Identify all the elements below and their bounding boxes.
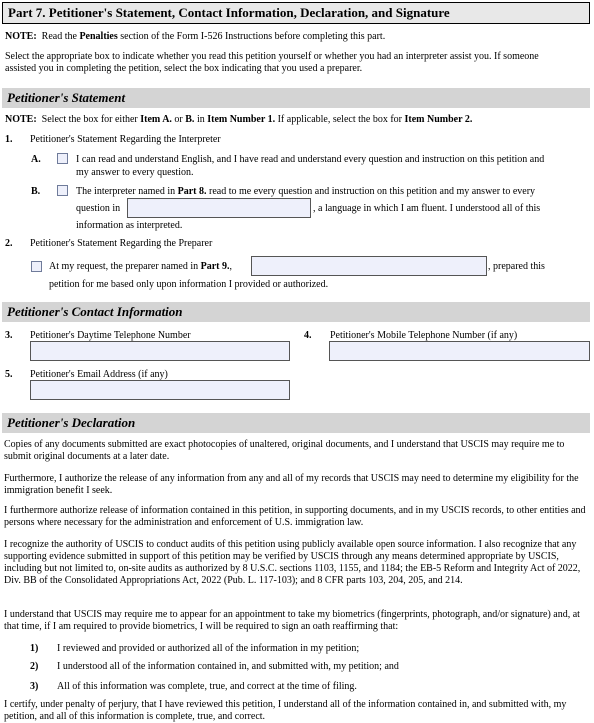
item-2-number: 2.: [5, 238, 13, 249]
preparer-line-1: [49, 261, 232, 273]
note-penalties: [5, 31, 385, 43]
preparer-name-field[interactable]: [251, 256, 487, 276]
note-text-2: section of the Form I-526 Instructions before completing this part.: [117, 31, 386, 42]
item-1-number: 1.: [5, 134, 13, 145]
oath-1-text: I reviewed and provided or authorized all of the information in my petition;: [57, 643, 360, 654]
declaration-certification: I certify, under penalty of perjury, that I have reviewed this petition, I understand all of the information contained in, and submitted with, my petition, and all of this information is complete, true, and correct.: [4, 699, 567, 722]
oath-2-text: I understood all of the information contained in, and submitted with, my petition; and: [57, 661, 399, 672]
item-4-number: 4.: [304, 330, 312, 341]
preparer-text-1: At my request, the preparer named in: [49, 261, 201, 272]
note-text-1: Read the: [41, 31, 80, 42]
statement-note-text-4: If applicable, select the box for: [275, 114, 405, 125]
statement-note-label: NOTE:: [5, 114, 37, 125]
option-b-text-2: read to me every question and instruction on this petition and my answer to every: [206, 186, 536, 197]
declaration-paragraph-5: I understand that USCIS may require me to appear for an appointment to take my biometrics (fingerprints, photograph, and/or signature) and, at that time, if I am required to provide biometrics, I will be required to sign an oath reaffirming that:: [4, 609, 580, 632]
option-a-checkbox[interactable]: [57, 153, 68, 164]
item-5-label: Petitioner's Email Address (if any): [30, 369, 168, 380]
option-b-letter: B.: [31, 186, 41, 197]
item-1-title: Petitioner's Statement Regarding the Interpreter: [30, 134, 221, 145]
statement-note-item-a: Item A.: [140, 114, 172, 125]
option-a-line-2: my answer to every question.: [76, 167, 194, 178]
item-4-label: Petitioner's Mobile Telephone Number (if any): [330, 330, 518, 341]
option-b-checkbox[interactable]: [57, 185, 68, 196]
oath-3-number: 3): [30, 681, 39, 692]
declaration-paragraph-2: Furthermore, I authorize the release of any information from any and all of my records that USCIS may need to determine my eligibility for the immigration benefit I seek.: [4, 473, 579, 496]
statement-note-text-2: or: [171, 114, 186, 125]
declaration-paragraph-3: I furthermore authorize release of information contained in this petition, in supporting documents, and in my USCIS records, to other entities and persons where necessary for the administration and enforcement of U.S. immigration law.: [4, 505, 586, 528]
option-b-language-text: , a language in which I am fluent. I understood all of this: [313, 203, 541, 214]
oath-2-number: 2): [30, 661, 39, 672]
note-penalties-bold: Penalties: [79, 31, 118, 42]
item-3-number: 3.: [5, 330, 13, 341]
oath-3-text: All of this information was complete, true, and correct at the time of filing.: [57, 681, 357, 692]
daytime-phone-field[interactable]: [30, 341, 290, 361]
preparer-line-2: petition for me based only upon information I provided or authorized.: [49, 279, 329, 290]
intro-line-2: assisted you in completing the petition, select the box indicating that you used a preparer.: [5, 63, 363, 74]
option-a-line-1: I can read and understand English, and I have read and understand every question and instruction on this petition and: [76, 154, 545, 165]
section-heading-contact: Petitioner's Contact Information: [2, 302, 590, 322]
statement-note-text-1: Select the box for either: [41, 114, 141, 125]
oath-1-number: 1): [30, 643, 39, 654]
item-5-number: 5.: [5, 369, 13, 380]
option-b-line-3: information as interpreted.: [76, 220, 183, 231]
preparer-checkbox[interactable]: [31, 261, 42, 272]
interpreter-language-field[interactable]: [127, 198, 311, 218]
section-heading-declaration: Petitioner's Declaration: [2, 413, 590, 433]
preparer-text-3: , prepared this: [488, 261, 545, 272]
statement-note-item-number-1: Item Number 1.: [207, 114, 276, 125]
mobile-phone-field[interactable]: [329, 341, 590, 361]
statement-note-text-3: in: [194, 114, 208, 125]
note-label: NOTE:: [5, 31, 37, 42]
declaration-paragraph-4: I recognize the authority of USCIS to conduct audits of this petition using publicly available open source information. I also recognize that any supporting evidence submitted in support of this petition may be verified by USCIS through any means determined appropriate by USCIS, including but not limited to, on-site audits as authorized by 8 U.S.C. sections 1103, 1155, and 1184; the EB-5 Reform and Integrity Act of 2022, Div. BB of the Consolidated Appropriations Act, 2022 (Pub. L. 117-103); and 8 CFR parts 103, 204, 205, and 214.: [4, 539, 581, 586]
section-heading-statement: Petitioner's Statement: [2, 88, 590, 108]
intro-line-1: Select the appropriate box to indicate whether you read this petition yourself or whether you had an interpreter assist you. If someone: [5, 51, 539, 62]
preparer-text-2: ,: [229, 261, 233, 272]
item-2-title: Petitioner's Statement Regarding the Preparer: [30, 238, 213, 249]
option-b-line-1: [76, 186, 535, 198]
option-b-question-in: question in: [76, 203, 121, 214]
option-b-part-8: Part 8.: [177, 186, 207, 197]
email-field[interactable]: [30, 380, 290, 400]
preparer-part-9: Part 9.: [200, 261, 230, 272]
declaration-paragraph-1: Copies of any documents submitted are exact photocopies of unaltered, original documents, and I understand that USCIS may require me to submit original documents at a later date.: [4, 439, 565, 462]
option-b-text-1: The interpreter named in: [76, 186, 178, 197]
statement-note-item-number-2: Item Number 2.: [404, 114, 473, 125]
statement-note: [5, 114, 472, 126]
item-3-label: Petitioner's Daytime Telephone Number: [30, 330, 191, 341]
part-header: Part 7. Petitioner's Statement, Contact Information, Declaration, and Signature: [2, 2, 590, 24]
statement-note-item-b: B.: [185, 114, 195, 125]
option-a-letter: A.: [31, 154, 41, 165]
